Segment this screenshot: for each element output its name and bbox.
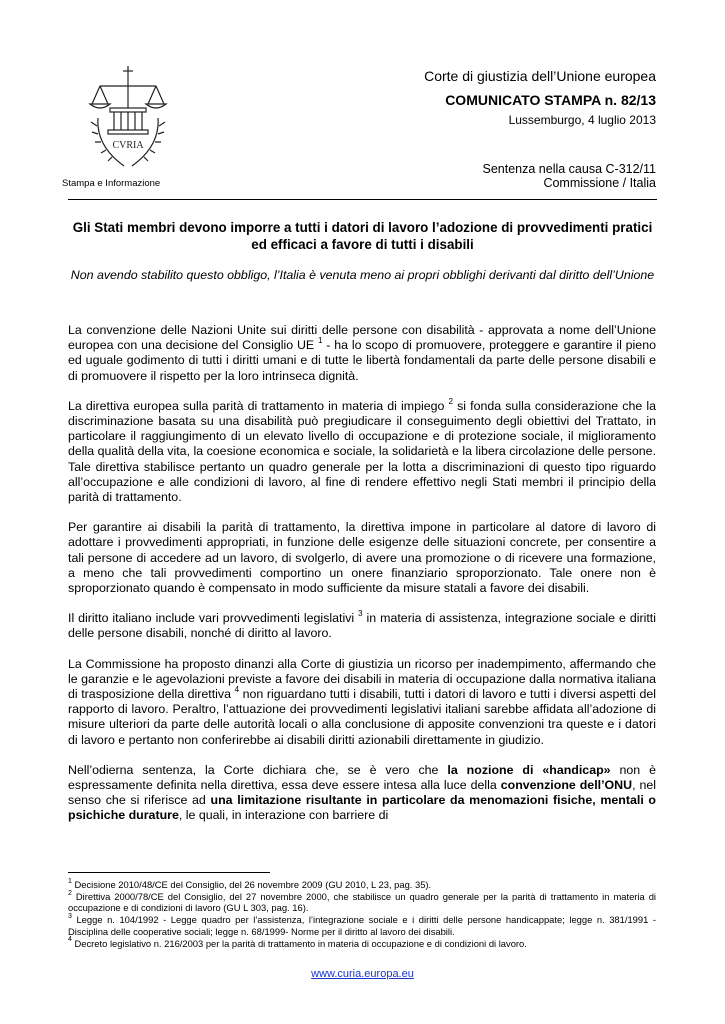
curia-logo	[80, 62, 176, 174]
paragraph-6: Nell’odierna sentenza, la Corte dichiara che, se è vero che la nozione di «handicap» non è espressamente definita nella direttiva, essa deve essere intesa alla luce della convenzione dell’ONU, nel senso che si riferisce ad una limitazione risultante in particolare da menomazioni fisiche, mentali o psichiche durature, le quali, in interazione con barriere di	[68, 762, 657, 823]
paragraph-4: Il diritto italiano include vari provvedimenti legislativi $^3$ in materia di assistenza, integrazione sociale e diritti delle persone disabili, nonché di diritto al lavoro.	[68, 609, 656, 641]
footnote-ref-3: 3	[358, 609, 363, 619]
footnote: $^1$ Decisione 2010/48/CE del Consiglio, del 26 novembre 2009 (GU 2010, L 23, pag. 35).	[68, 877, 432, 890]
header-divider	[68, 199, 657, 200]
press-office-label: Stampa e Informazione	[62, 178, 161, 189]
case-parties: Commissione / Italia	[543, 176, 656, 190]
court-name: Corte di giustizia dell’Unione europea	[424, 68, 656, 84]
dateline: Lussemburgo, 4 luglio 2013	[508, 113, 656, 127]
footer-link[interactable]: www.curia.europa.eu	[311, 968, 414, 980]
article-body	[68, 323, 656, 839]
footnote-ref-1: 1	[318, 336, 323, 346]
logo-text: CVRIA	[112, 140, 144, 151]
case-reference: Sentenza nella causa C-312/11	[482, 162, 656, 176]
footnote-divider	[68, 872, 270, 873]
footnote-ref-4: 4	[234, 684, 240, 694]
paragraph-3: Per garantire ai disabili la parità di trattamento, la direttiva impone in particolare al datore di lavoro di adottare i provvedimenti appropriati, in funzione delle esigenze delle situazioni concrete, per consentire a tali persone di accedere ad un lavoro, di svolgerlo, di avere una promozione o di ricevere una formazione, a meno che tali provvedimenti comportino un onere finanziario sproporzionato. Tale onere non è sproporzionato quando è compensato in modo sufficiente da misure statali a favore dei disabili.	[68, 520, 656, 596]
paragraph-1: La convenzione delle Nazioni Unite sui diritti delle persone con disabilità - approvata a nome dell’Unione europea con una decisione del Consiglio UE $^1$ - ha lo scopo di promuovere, proteggere e garantire il pieno ed uguale godimento di tutti i diritti umani e di tutte le libertà fondamentali da parte delle persone disabili e di promuovere il rispetto per la loro intrinseca dignità.	[68, 323, 656, 383]
footnote: $^2$ Direttiva 2000/78/CE del Consiglio, del 27 novembre 2000, che stabilisce un quadro generale per la parità di trattamento in materia di occupazione e di condizioni di lavoro (GU L 303, pag. 16).	[68, 889, 656, 914]
footnote-ref-2: 2	[448, 396, 453, 406]
headline: Gli Stati membri devono imporre a tutti i datori di lavoro l’adozione di provvedimenti pratici ed efficaci a favore di tutti i disabili	[72, 220, 653, 252]
paragraph-2: La direttiva europea sulla parità di trattamento in materia di impiego $^2$ si fonda sulla considerazione che la discriminazione basata su una disabilità può pregiudicare il conseguimento degli obiettivi del Trattato, in particolare il raggiungimento di un elevato livello di occupazione e di protezione sociale, il miglioramento della qualità della vita, la coesione economica e sociale, la solidarietà e la libera circolazione delle persone. Tale direttiva stabilisce pertanto un quadro generale per la lotta a discriminazioni di questo tipo riguardo all’occupazione e alle condizioni di lavoro, al fine di rendere effettivo negli Stati membri il principio della parità di trattamento.	[68, 396, 656, 505]
paragraph-5: La Commissione ha proposto dinanzi alla Corte di giustizia un ricorso per inadempimento, affermando che le garanzie e le agevolazioni previste a favore dei disabili in materia di occupazione dalla normativa italiana di trasposizione della direttiva $^4$ non riguardano tutti i disabili, tutti i datori di lavoro e tutti i diversi aspetti del rapporto di lavoro. Peraltro, l’attuazione dei provvedimenti legislativi italiani sarebbe affidata all’adozione di misure ulteriori da parte delle autorità locali o alla conclusione di apposite convenzioni tra queste e i datori di lavoro e pertanto non conferirebbe ai disabili diritti azionabili direttamente in giudizio.	[68, 656, 656, 747]
footnotes	[68, 879, 656, 949]
press-release-number: COMUNICATO STAMPA n. 82/13	[445, 92, 656, 108]
footnote: $^3$ Legge n. 104/1992 - Legge quadro per l’assistenza, l’integrazione sociale e i diritti delle persone handicappate; legge n. 381/1991 - Disciplina delle cooperative sociali; legge n. 68/1999- Norme per il diritto al lavoro dei disabili.	[68, 912, 656, 937]
footnote: $^4$ Decreto legislativo n. 216/2003 per la parità di trattamento in materia di occupazione e di condizioni di lavoro.	[68, 936, 527, 949]
subheadline: Non avendo stabilito questo obbligo, l’Italia è venuta meno ai propri obblighi derivanti dal diritto dell’Unione	[70, 268, 655, 282]
